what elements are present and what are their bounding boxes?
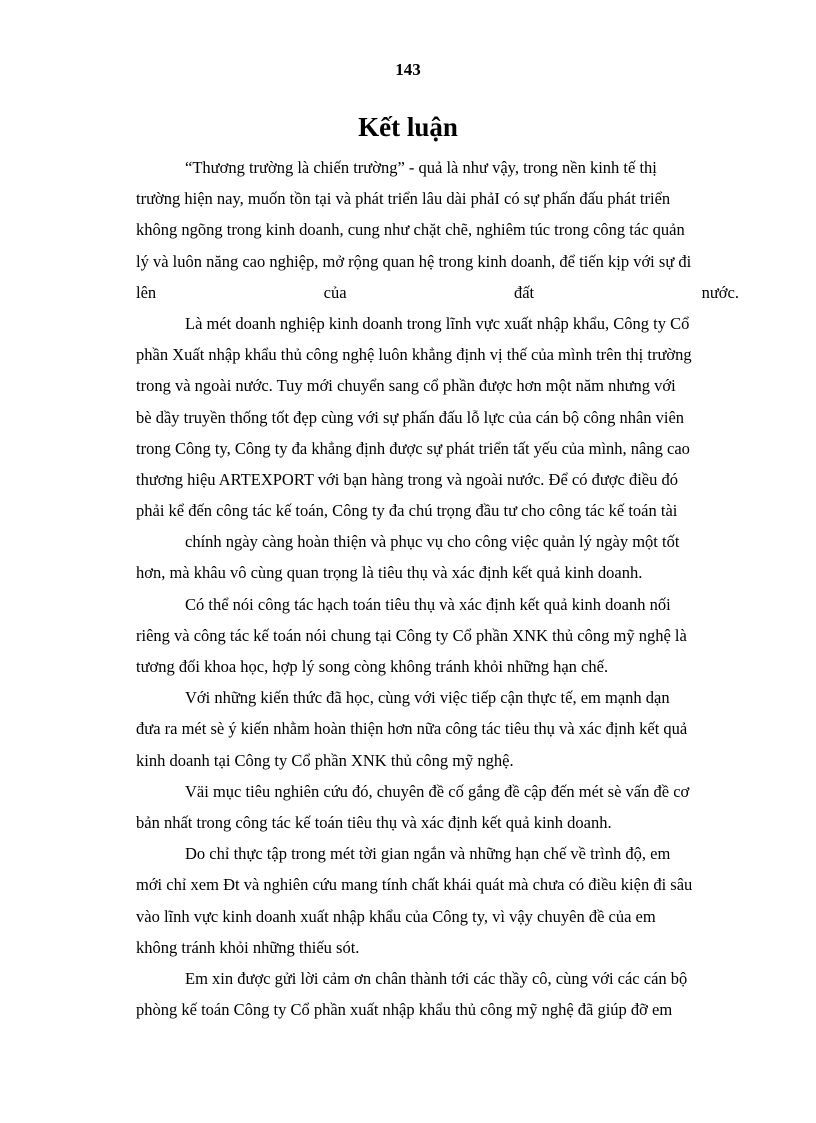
line-text: riêng và công tác kế toán nói chung tại Công ty Cổ phần XNK thủ công mỹ nghệ là [136, 625, 687, 645]
text-line [136, 308, 739, 339]
line-text: “Thương trường là chiến trường” - quả là như vậy, trong nền kinh tế thị [185, 158, 657, 177]
text-line [136, 713, 739, 744]
text-line [136, 620, 739, 651]
spread-word: của [323, 282, 347, 302]
line-text: kinh doanh tại Công ty Cổ phần XNK thủ công mỹ nghệ. [136, 750, 514, 770]
line-text: phòng kế toán Công ty Cổ phần xuất nhập khẩu thủ công mỹ nghệ đã giúp đỡ em [136, 1000, 673, 1020]
text-line [136, 433, 739, 464]
line-text: không tránh khỏi những thiếu sót. [136, 937, 360, 957]
spread-word: đất [513, 282, 535, 302]
text-line [136, 838, 739, 869]
text-line [136, 402, 739, 433]
line-text: mới chỉ xem Đt và nghiên cứu mang tính chất khái quát mà chưa có điều kiện đi sâu [136, 875, 693, 895]
text-line [136, 994, 739, 1025]
line-text: lý và luôn năng cao nghiệp, mở rộng quan hệ trong kinh doanh, để tiến kịp với sự đi [136, 251, 692, 271]
document-body [136, 152, 739, 1025]
text-line [136, 370, 739, 401]
text-line [136, 745, 739, 776]
text-line [136, 963, 739, 994]
spread-word: lên [136, 282, 157, 302]
text-line [136, 152, 739, 183]
text-line [136, 557, 739, 588]
text-line [136, 807, 739, 838]
text-line [136, 526, 739, 557]
text-line [136, 651, 739, 682]
line-text: bè dầy truyền thống tốt đẹp cùng với sự phấn đấu lỗ lực của cán bộ công nhân viên [136, 407, 685, 427]
line-text: hơn, mà khâu vô cùng quan trọng là tiêu thụ và xác định kết quả kinh doanh. [136, 563, 643, 583]
text-line [136, 495, 739, 526]
line-text: chính ngày càng hoàn thiện và phục vụ cho công việc quản lý ngày một tốt [185, 532, 680, 552]
page-number: 143 [395, 60, 421, 79]
text-line [136, 339, 739, 370]
page-title: Kết luận [358, 112, 458, 142]
text-line [136, 464, 739, 495]
line-text: trong Công ty, Công ty đa khẳng định được sự phát triển tất yếu của mình, nâng cao [136, 438, 690, 458]
text-line [136, 932, 739, 963]
text-line [136, 183, 739, 214]
line-text: Em xin được gửi lời cảm ơn chân thành tới các thầy cô, cùng với các cán bộ [185, 968, 688, 988]
line-text: không ngõng trong kinh doanh, cung như chặt chẽ, nghiêm túc trong công tác quản [136, 220, 685, 240]
line-text: thương hiệu ARTEXPORT với bạn hàng trong và ngoài nước. Để có được điều đó [136, 469, 678, 489]
line-text: Väi mục tiêu nghiên cứu đó, chuyên đề cố gắng đề cập đến mét sè vấn đề cơ [185, 781, 690, 801]
line-text: phải kể đến công tác kế toán, Công ty đa chú trọng đầu tư cho công tác kế toán tài [136, 501, 678, 521]
line-text: phần Xuất nhập khẩu thủ công nghệ luôn khẳng định vị thế của mình trên thị trường [136, 345, 692, 365]
text-line [136, 214, 739, 245]
text-line [136, 246, 739, 277]
line-text: Do chỉ thực tập trong mét tời gian ngắn và những hạn chế về trình độ, em [185, 844, 671, 864]
text-line-spread [136, 277, 739, 308]
line-text: trường hiện nay, muốn tồn tại và phát triển lâu dài phảI có sự phấn đấu phát triển [136, 189, 671, 209]
line-text: vào lĩnh vực kinh doanh xuất nhập khẩu của Công ty, vì vậy chuyên đề của em [136, 906, 656, 926]
line-text: bản nhất trong công tác kế toán tiêu thụ và xác định kết quả kinh doanh. [136, 812, 612, 832]
line-text: Với những kiến thức đã học, cùng với việc tiếp cận thực tế, em mạnh dạn [185, 688, 670, 708]
text-line [136, 682, 739, 713]
line-text: đưa ra mét sè ý kiến nhằm hoàn thiện hơn nữa công tác tiêu thụ và xác định kết quả [136, 719, 688, 739]
line-text: Là mét doanh nghiệp kinh doanh trong lĩnh vực xuất nhập khẩu, Công ty Cổ [185, 313, 690, 333]
text-line [136, 589, 739, 620]
line-text: tương đối khoa học, hợp lý song còng không tránh khỏi những hạn chế. [136, 657, 609, 676]
text-line [136, 869, 739, 900]
spread-word: nước. [701, 282, 739, 302]
text-line [136, 901, 739, 932]
line-text: Có thể nói công tác hạch toán tiêu thụ và xác định kết quả kinh doanh nối [185, 594, 671, 614]
line-text: trong và ngoài nước. Tuy mới chuyển sang cổ phần được hơn một năm nhưng với [136, 376, 676, 396]
text-line [136, 776, 739, 807]
